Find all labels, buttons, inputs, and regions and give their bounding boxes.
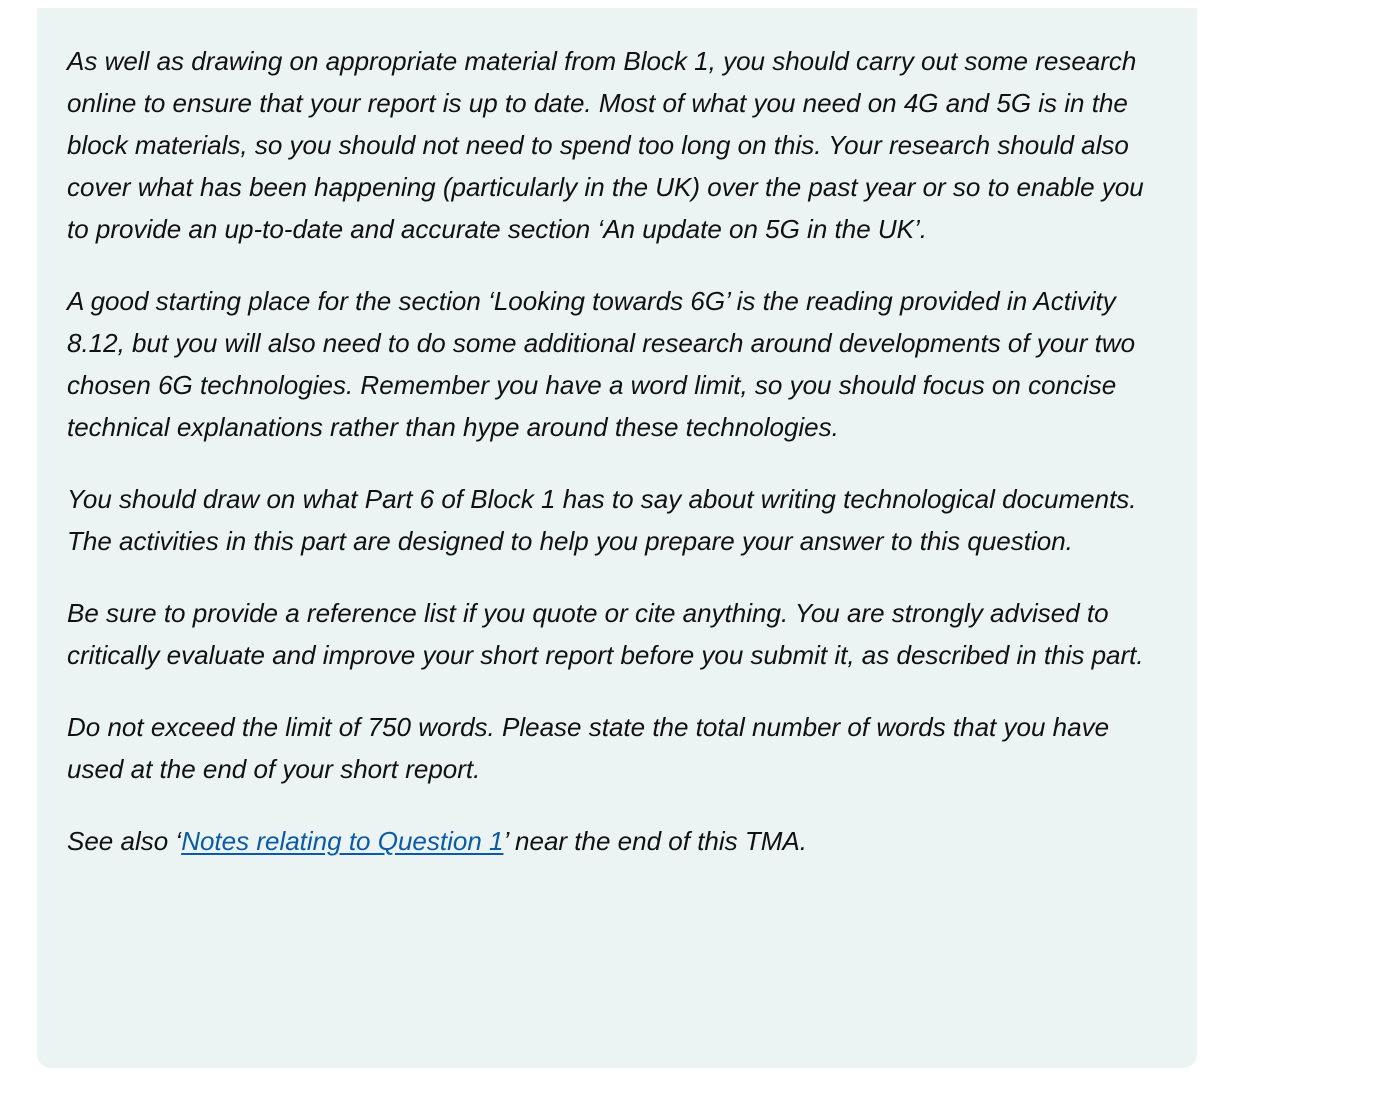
guidance-note-box xyxy=(37,8,1197,1068)
paragraph-reference-list: Be sure to provide a reference list if you quote or cite anything. You are strongly advised to critically evaluate and improve your short report before you submit it, as described in this part. xyxy=(67,598,1144,670)
see-also-prefix: See also ‘ xyxy=(67,826,182,856)
see-also-suffix: ’ near the end of this TMA. xyxy=(503,826,807,856)
notes-question-1-link[interactable]: Notes relating to Question 1 xyxy=(181,826,504,856)
paragraph-looking-towards-6g: A good starting place for the section ‘Looking towards 6G’ is the reading provided in Activity 8.12, but you will also need to do some additional research around developments of your two chosen 6G technologies. Remember you have a word limit, so you should focus on concise technical explanations rather than hype around these technologies. xyxy=(67,286,1136,442)
paragraph-word-limit: Do not exceed the limit of 750 words. Please state the total number of words that you have used at the end of your short report. xyxy=(67,712,1110,784)
paragraph-writing-documents: You should draw on what Part 6 of Block 1 has to say about writing technological documents. The activities in this part are designed to help you prepare your answer to this question. xyxy=(67,484,1137,556)
paragraph-see-also xyxy=(67,820,1167,862)
paragraph-research-online: As well as drawing on appropriate material from Block 1, you should carry out some research online to ensure that your report is up to date. Most of what you need on 4G and 5G is in the block materials, so you should not need to spend too long on this. Your research should also cover what has been happening (particularly in the UK) over the past year or so to enable you to provide an up-to-date and accurate section ‘An update on 5G in the UK’. xyxy=(67,46,1144,244)
